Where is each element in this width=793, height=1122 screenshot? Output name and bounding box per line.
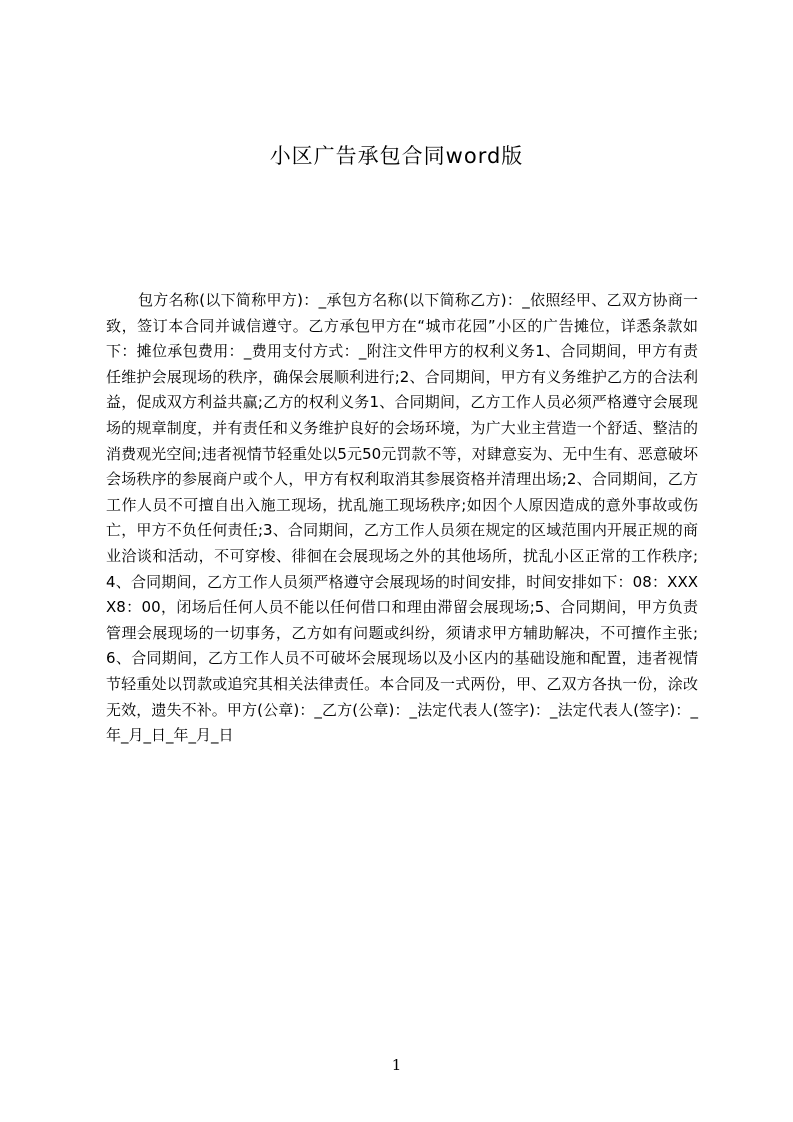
page-number: 1	[391, 1056, 402, 1074]
document-title: 小区广告承包合同word版	[269, 144, 524, 168]
contract-body-paragraph: 包方名称(以下简称甲方)：_承包方名称(以下简称乙方)：_依照经甲、乙双方协商一致，签订本合同并诚信遵守。乙方承包甲方在“城市花园”小区的广告摊位，详悉条款如下：摊位承包费用：_费用支付方式：_附注文件甲方的权利义务1、合同期间，甲方有责任维护会展现场的秩序，确保会展顺利进行;2、合同期间，甲方有义务维护乙方的合法利益，促成双方利益共赢;乙方的权利义务1、合同期间，乙方工作人员必须严格遵守会展现场的规章制度，并有责任和义务维护良好的会场环境，为广大业主营造一个舒适、整洁的消费观光空间;违者视情节轻重处以5元50元罚款不等，对肆意妄为、无中生有、恶意破坏会场秩序的参展商户或个人，甲方有权利取消其参展资格并清理出场;2、合同期间，乙方工作人员不可擅自出入施工现场，扰乱施工现场秩序;如因个人原因造成的意外事故或伤亡，甲方不负任何责任;3、合同期间，乙方工作人员须在规定的区域范围内开展正规的商业洽谈和活动，不可穿梭、徘徊在会展现场之外的其他场所，扰乱小区正常的工作秩序;4、合同期间，乙方工作人员须严格遵守会展现场的时间安排，时间安排如下：08：XXXX8：00，闭场后任何人员不能以任何借口和理由滞留会展现场;5、合同期间，甲方负责管理会展现场的一切事务，乙方如有问题或纠纷，须请求甲方辅助解决，不可擅作主张;6、合同期间，乙方工作人员不可破坏会展现场以及小区内的基础设施和配置，违者视情节轻重处以罚款或追究其相关法律责任。本合同及一式两份，甲、乙双方各执一份，涂改无效，遗失不补。甲方(公章)：_乙方(公章)：_法定代表人(签字)：_法定代表人(签字)：_年_月_日_年_月_日	[106, 291, 698, 745]
